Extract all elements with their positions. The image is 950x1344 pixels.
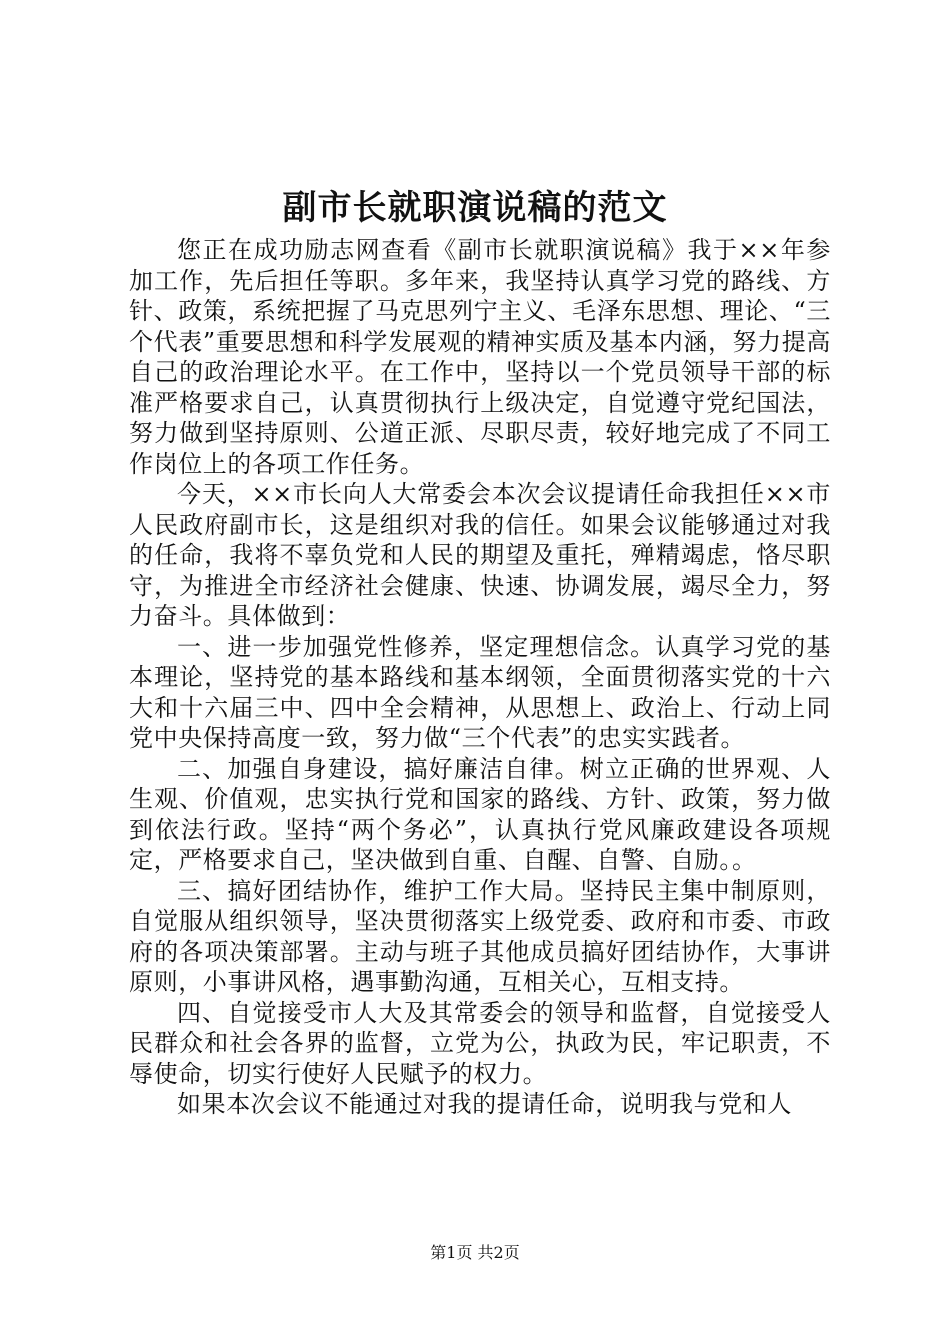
document-body bbox=[129, 235, 831, 1120]
document-title: 副市长就职演说稿的范文 bbox=[282, 188, 668, 228]
paragraph-point-two: 二、加强自身建设，搞好廉洁自律。树立正确的世界观、人生观、价值观，忠实执行党和国家的路线、方针、政策，努力做到依法行政。坚持“两个务必”，认真执行党风廉政建设各项规定，严格要求自己，坚决做到自重、自醒、自警、自励。。 bbox=[129, 754, 831, 874]
paragraph-appointment: 今天，××市长向人大常委会本次会议提请任命我担任××市人民政府副市长，这是组织对我的信任。如果会议能够通过对我的任命，我将不辜负党和人民的期望及重托，殚精竭虑，恪尽职守，为推进全市经济社会健康、快速、协调发展，竭尽全力，努力奋斗。具体做到： bbox=[129, 480, 831, 630]
paragraph-closing: 如果本次会议不能通过对我的提请任命，说明我与党和人 bbox=[177, 1090, 792, 1118]
paragraph-intro: 您正在成功励志网查看《副市长就职演说稿》我于××年参加工作，先后担任等职。多年来，我坚持认真学习党的路线、方针、政策，系统把握了马克思列宁主义、毛泽东思想、理论、“三个代表”重要思想和科学发展观的精神实质及基本内涵，努力提高自己的政治理论水平。在工作中，坚持以一个党员领导干部的标准严格要求自己，认真贯彻执行上级决定，自觉遵守党纪国法，努力做到坚持原则、公道正派、尽职尽责，较好地完成了不同工作岗位上的各项工作任务。 bbox=[129, 236, 831, 478]
paragraph-point-one: 一、进一步加强党性修养，坚定理想信念。认真学习党的基本理论，坚持党的基本路线和基本纲领，全面贯彻落实党的十六大和十六届三中、四中全会精神，从思想上、政治上、行动上同党中央保持高度一致，努力做“三个代表”的忠实实践者。 bbox=[129, 632, 831, 752]
page-number: 第1页 共2页 bbox=[430, 1243, 520, 1262]
paragraph-point-three: 三、搞好团结协作，维护工作大局。坚持民主集中制原则，自觉服从组织领导，坚决贯彻落实上级党委、政府和市委、市政府的各项决策部署。主动与班子其他成员搞好团结协作，大事讲原则，小事讲风格，遇事勤沟通，互相关心，互相支持。 bbox=[129, 876, 831, 996]
paragraph-point-four: 四、自觉接受市人大及其常委会的领导和监督，自觉接受人民群众和社会各界的监督，立党为公，执政为民，牢记职责，不辱使命，切实行使好人民赋予的权力。 bbox=[129, 998, 831, 1088]
